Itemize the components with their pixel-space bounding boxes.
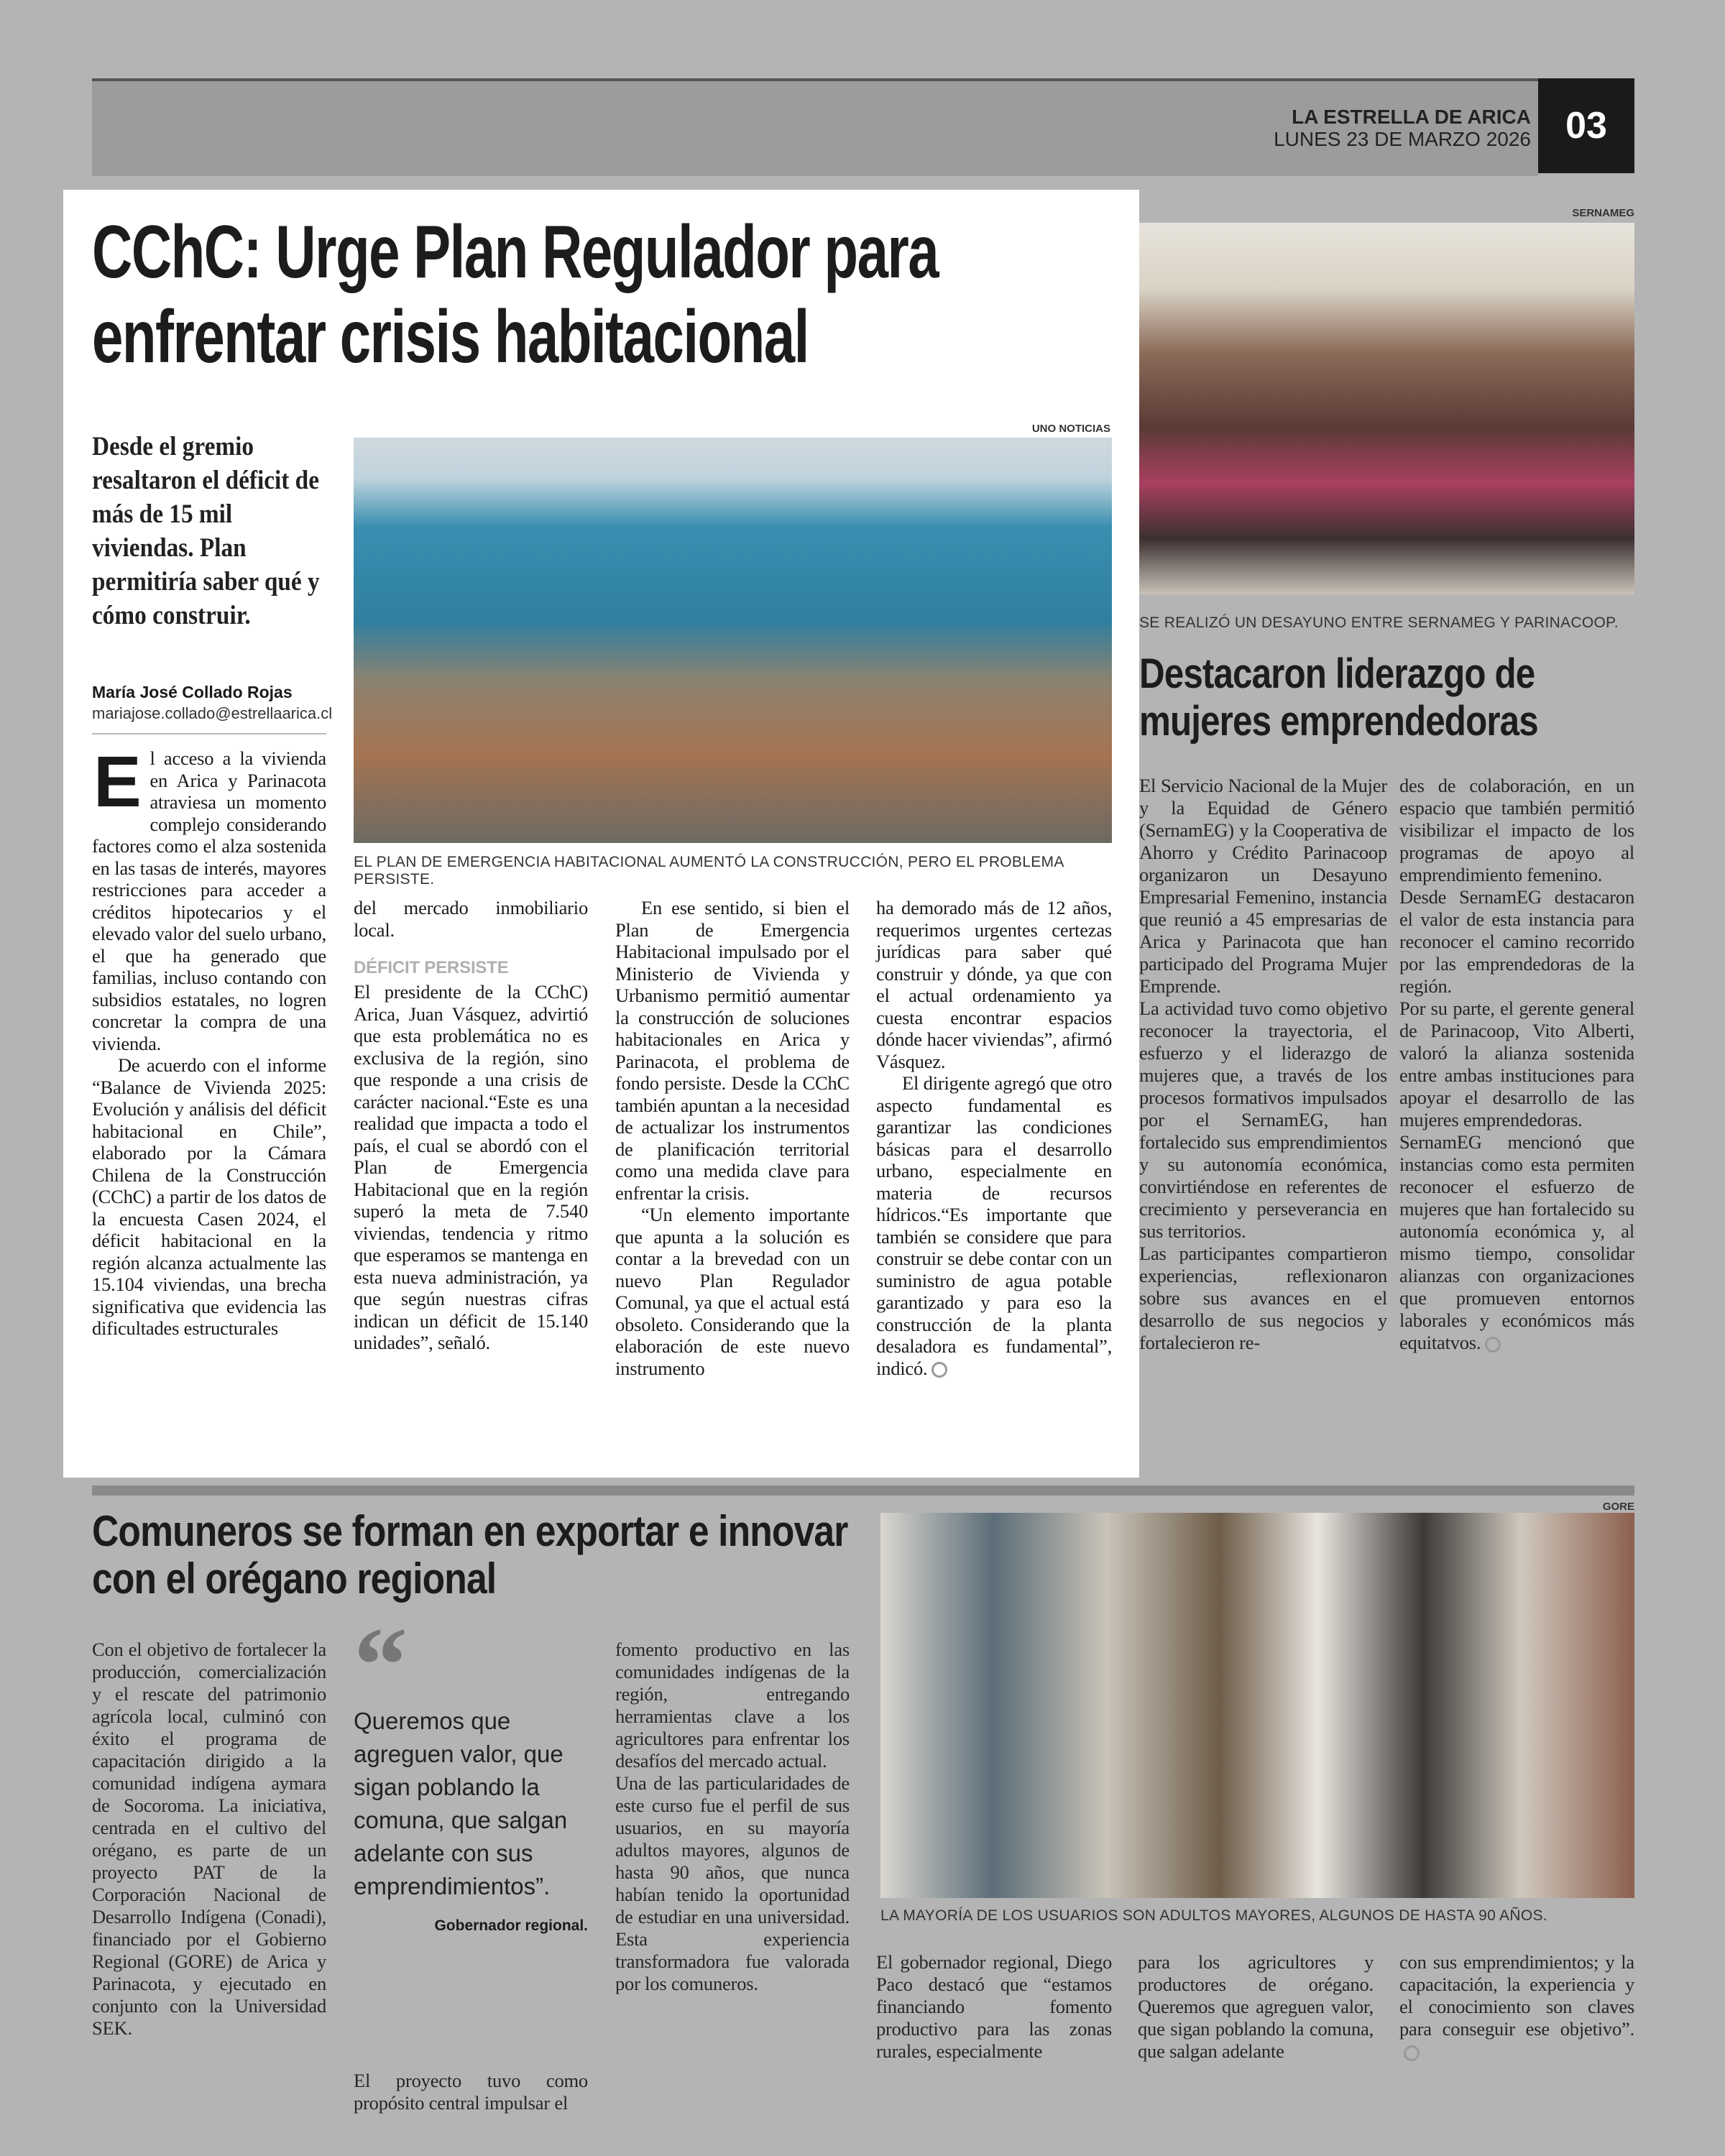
end-mark-icon xyxy=(1404,2045,1420,2061)
women-group-photo xyxy=(1139,223,1634,594)
photo-caption: SE REALIZÓ UN DESAYUNO ENTRE SERNAMEG Y PARINACOOP. xyxy=(1139,614,1619,631)
main-article-title: CChC: Urge Plan Regulador para enfrentar crisis habitacional xyxy=(92,211,939,379)
side-column-2 xyxy=(1399,775,1634,1354)
comuneros-photo xyxy=(880,1513,1634,1898)
photo-caption: LA MAYORÍA DE LOS USUARIOS SON ADULTOS MAYORES, ALGUNOS DE HASTA 90 AÑOS. xyxy=(880,1907,1547,1924)
bottom-column-5 xyxy=(1138,1951,1374,2063)
paragraph: SernamEG mencionó que instancias como esta permiten reconocer el esfuerzo de mujeres que han fortalecido su autonomía económica y, al mismo tiempo, consolidar alianzas con organizaciones que promueven entornos laborales y económicos más equitatvos. xyxy=(1399,1131,1634,1353)
paragraph: De acuerdo con el informe “Balance de Vivienda 2025: Evolución y análisis del déficit habitacional en Chile”, elaborado por la Cámara Chilena de la Construcción (CChC) a partir de los datos de la encuesta Casen 2024, el déficit habitacional en la región alcanza actualmente las 15.104 viviendas, una brecha significativa que evidencia las dificultades estructurales xyxy=(92,1054,326,1339)
quote-text: Queremos que agreguen valor, que sigan poblando la comuna, que salgan adelante con sus emprendimientos”. xyxy=(354,1708,568,1899)
section-divider xyxy=(92,1485,1634,1496)
pull-quote xyxy=(354,1606,588,1935)
paragraph: El proyecto tuvo como propósito central impulsar el xyxy=(354,2070,588,2114)
paragraph: Por su parte, el gerente general de Parinacoop, Vito Alberti, valoró la alianza sostenida entre ambas instituciones para apoyar el desarrollo de las mujeres emprendedoras. xyxy=(1399,998,1634,1130)
photo-credit: SERNAMEG xyxy=(1572,207,1634,219)
main-article-subhead: Desde el gremio resaltaron el déficit de más de 15 mil viviendas. Plan permitiría saber qué y cómo construir. xyxy=(92,432,320,630)
paragraph: con sus emprendimientos; y la capacitación, la experiencia y el conocimiento son claves para conseguir ese objetivo”. xyxy=(1399,1951,1634,2040)
paragraph: Con el objetivo de fortalecer la producción, comercialización y el rescate del patrimonio agrícola local, culminó con éxito el programa de capacitación dirigido a la comunidad indígena aymara de Socoroma. La iniciativa, centrada en el cultivo del orégano, es parte de un proyecto PAT de la Corporación Nacional de Desarrollo Indígena (Conadi), financiado por el Gobierno Regional (GORE) de Arica y Parinacota, y ejecutado en conjunto con la Universidad SEK. xyxy=(92,1639,326,2039)
bottom-column-1 xyxy=(92,1639,326,2040)
paragraph: El Servicio Nacional de la Mujer y la Equidad de Género (SernamEG) y la Cooperativa de Ahorro y Crédito Parinacoop organizaron un Desayuno Empresarial Femenino, instancia que reunió a 45 empresarias de Arica y Parinacota que han participado del Programa Mujer Emprende. xyxy=(1139,775,1387,997)
bottom-column-3 xyxy=(615,1639,850,1995)
paragraph: Una de las particularidades de este curso fue el perfil de sus usuarios, en su mayoría adultos mayores, algunos de hasta 90 años, que nunca habían tenido la oportunidad de estudiar en una universidad. Esta experiencia transformadora fue valorada por los comuneros. xyxy=(615,1772,850,1994)
end-mark-icon xyxy=(932,1362,947,1378)
paragraph: El gobernador regional, Diego Paco destacó que “estamos financiando fomento productivo para las zonas rurales, especialmente xyxy=(876,1951,1112,2062)
publication-date: LUNES 23 DE MARZO 2026 xyxy=(1274,128,1531,150)
paragraph: “Un elemento importante que apunta a la solución es contar a la brevedad con un nuevo Plan Regulador Comunal, ya que el actual está obsoleto. Considerando que la elaboración de este nuevo instrumento xyxy=(615,1204,850,1379)
paragraph: El dirigente agregó que otro aspecto fundamental es garantizar las condiciones básicas para el desarrollo urbano, especialmente en materia de recursos hídricos.“Es importante que también se considere que para construir se debe contar con un suministro de agua potable garantizado y para eso la construcción de la planta desaladora es fundamental”, indicó. xyxy=(876,1072,1112,1379)
article-column-1 xyxy=(92,742,326,1340)
paragraph: Desde SernamEG destacaron el valor de esta instancia para reconocer el camino recorrido por las emprendedoras de la región. xyxy=(1399,886,1634,997)
port-aerial-photo xyxy=(354,438,1112,843)
publication-name: LA ESTRELLA DE ARICA xyxy=(1292,106,1531,128)
paragraph: ha demorado más de 12 años, requerimos urgentes certezas jurídicas para saber qué construir y dónde, ya que con el actual ordenamiento ya cuesta encontrar espacios dónde hacer viviendas”, afirmó Vásquez. xyxy=(876,897,1112,1072)
article-column-2 xyxy=(354,897,588,1354)
end-mark-icon xyxy=(1485,1337,1501,1353)
paragraph: La actividad tuvo como objetivo reconocer la trayectoria, el esfuerzo y el liderazgo de mujeres que, a través de los procesos formativos impulsados por el SernamEG, han fortalecido sus emprendimientos y su autonomía económica, convirtiéndose en referentes de crecimiento y perseverancia en sus territorios. xyxy=(1139,998,1387,1242)
quote-icon: “ xyxy=(354,1606,408,1725)
page-number: 03 xyxy=(1538,78,1634,173)
photo-credit: UNO NOTICIAS xyxy=(1031,423,1110,435)
paragraph: des de colaboración, en un espacio que también permitió visibilizar el impacto de los programas de apoyo al emprendimiento femenino. xyxy=(1399,775,1634,885)
article-column-3 xyxy=(615,897,850,1379)
bottom-article-title: Comuneros se forman en exportar e innovar con el orégano regional xyxy=(92,1507,848,1603)
paragraph: del mercado inmobiliario local. xyxy=(354,897,588,941)
photo-caption: EL PLAN DE EMERGENCIA HABITACIONAL AUMENTÓ LA CONSTRUCCIÓN, PERO EL PROBLEMA PERSISTE. xyxy=(354,854,1064,888)
paragraph: l acceso a la vivienda en Arica y Parinacota atraviesa un momento complejo considerando factores como el alza sostenida en las tasas de interés, mayores restricciones para acceder a créditos hipotecarios y el elevado valor del suelo urbano, el que ha generado que familias, incluso contando con subsidios estatales, no logren concretar la compra de una vivienda. xyxy=(92,747,326,1054)
paragraph: Las participantes compartieron experiencias, reflexionaron sobre sus avances en el desarrollo de sus negocios y fortalecieron re- xyxy=(1139,1243,1387,1353)
drop-cap: E xyxy=(93,742,142,822)
bottom-column-2 xyxy=(354,2070,588,2114)
author-email[interactable]: mariajose.collado@estrellaarica.cl xyxy=(92,704,333,722)
paragraph: El presidente de la CChC) Arica, Juan Vásquez, advirtió que esta problemática no es exclusiva de la región, sino que responde a una crisis de carácter nacional.“Este es una realidad que impacta a todo el país, el cual se abordó con el Plan de Emergencia Habitacional que en la región superó la meta de 7.540 viviendas, tendencia y ritmo que esperamos se mantenga en esta nueva administración, ya que según nuestras cifras indican un déficit de 15.140 unidades”, señaló. xyxy=(354,981,588,1353)
bottom-column-4 xyxy=(876,1951,1112,2063)
author-name: María José Collado Rojas xyxy=(92,683,293,701)
side-column-1 xyxy=(1139,775,1387,1354)
section-heading: DÉFICIT PERSISTE xyxy=(354,958,509,977)
paragraph: para los agricultores y productores de orégano. Queremos que agreguen valor, que sigan poblando la comuna, que salgan adelante xyxy=(1138,1951,1374,2062)
photo-credit: GORE xyxy=(1602,1501,1634,1513)
article-column-4 xyxy=(876,897,1112,1379)
paragraph: En ese sentido, si bien el Plan de Emergencia Habitacional impulsado por el Ministerio de Vivienda y Urbanismo permitió aumentar la construcción de soluciones habitacionales en Arica y Parinacota, el problema de fondo persiste. Desde la CChC también apuntan a la necesidad de actualizar los instrumentos de planificación territorial como una medida clave para enfrentar la crisis. xyxy=(615,897,850,1204)
side-article-title: Destacaron liderazgo de mujeres emprendedoras xyxy=(1139,650,1538,745)
paragraph: fomento productivo en las comunidades indígenas de la región, entregando herramientas clave a los agricultores para enfrentar los desafíos del mercado actual. xyxy=(615,1639,850,1772)
quote-source: Gobernador regional. xyxy=(434,1917,588,1934)
bottom-column-6 xyxy=(1399,1951,1634,2063)
divider xyxy=(92,733,326,734)
